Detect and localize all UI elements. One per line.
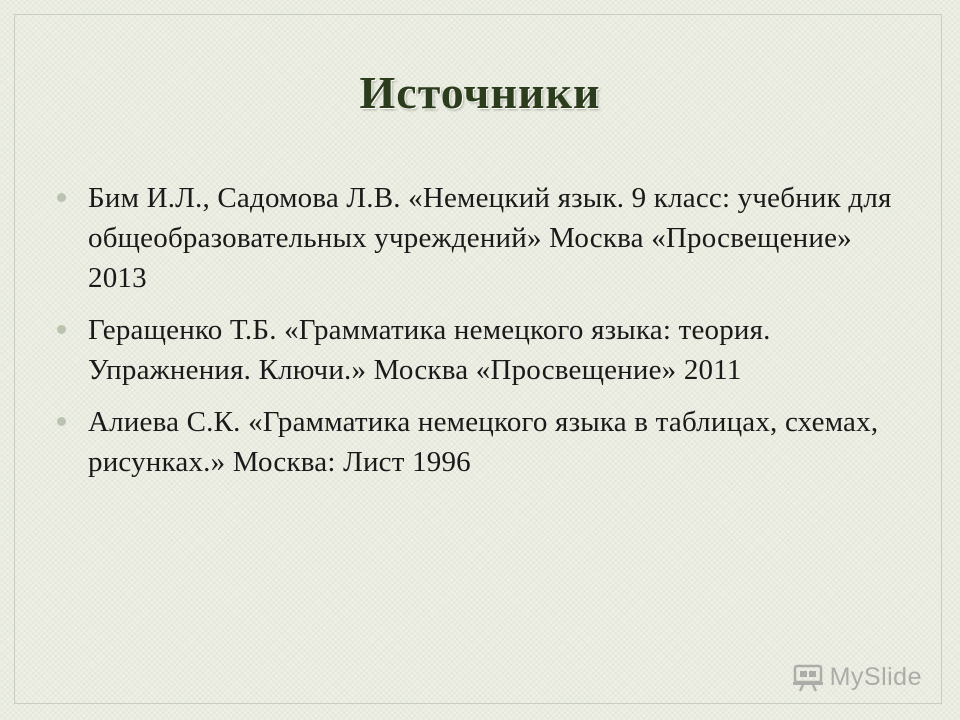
list-item — [0, 178, 900, 298]
bullet-icon — [57, 417, 66, 426]
source-list — [0, 178, 900, 494]
source-text: Алиева С.К. «Грамматика немецкого языка в таблицах, схемах, рисунках.» Москва: Лист 1996 — [88, 406, 879, 478]
bullet-icon — [57, 193, 66, 202]
list-item — [0, 402, 900, 482]
presentation-board-icon — [792, 664, 824, 692]
watermark — [792, 663, 922, 692]
list-item — [0, 310, 900, 390]
bullet-icon — [57, 325, 66, 334]
source-text: Геращенко Т.Б. «Грамматика немецкого языка: теория. Упражнения. Ключи.» Москва «Просвещение» 2011 — [88, 314, 771, 386]
watermark-text: MySlide — [829, 663, 922, 691]
source-text: Бим И.Л., Садомова Л.В. «Немецкий язык. 9 класс: учебник для общеобразовательных учреждений» Москва «Просвещение» 2013 — [88, 182, 892, 294]
slide-title: Источники — [359, 67, 601, 118]
